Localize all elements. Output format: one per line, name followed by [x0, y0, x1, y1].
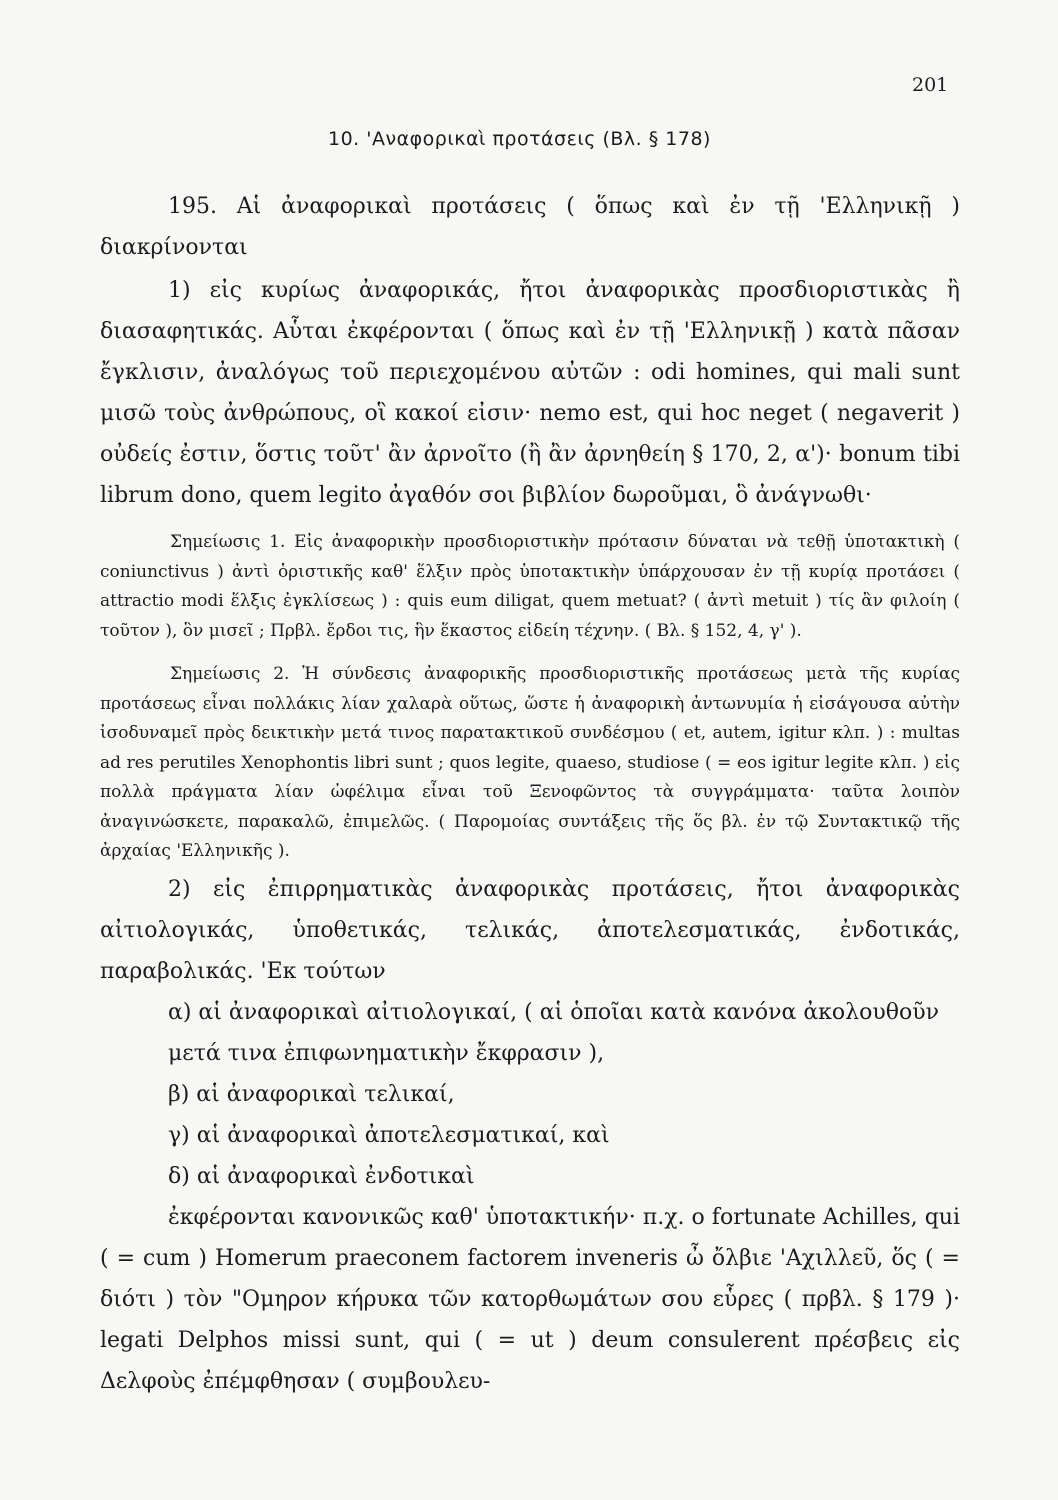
- list-item: α) αἱ ἀναφορικαὶ αἰτιολογικαί, ( αἱ ὁποῖαι κατὰ κανόνα ἀκολουθοῦν μετά τινα ἐπιφωνηματικὴν ἔκφρασιν ),: [168, 999, 939, 1066]
- clause-list: [100, 992, 960, 1197]
- list-item: δ) αἱ ἀναφορικαὶ ἐνδοτικαὶ: [168, 1163, 475, 1189]
- page-number: 201: [912, 74, 949, 96]
- paragraph-2: 2) εἰς ἐπιρρηματικὰς ἀναφορικὰς προτάσεις, ἤτοι ἀναφορικὰς αἰτιολογικάς, ὑποθετικάς, τελικάς, ἀποτελεσματικάς, ἐνδοτικάς, παραβολικάς. 'Εκ τούτων: [100, 876, 960, 984]
- list-item: γ) αἱ ἀναφορικαὶ ἀποτελεσματικαί, καὶ: [168, 1122, 610, 1148]
- note-1: Σημείωσις 1. Εἰς ἀναφορικὴν προσδιοριστικὴν πρότασιν δύναται νὰ τεθῇ ὑποτακτικὴ ( coniunctivus ) ἀντὶ ὁριστικῆς καθ' ἕλξιν πρὸς ὑποτακτικὴν ὑπάρχουσαν ἐν τῇ κυρίᾳ προτάσει ( attractio modi ἕλξις ἐγκλίσεως ) : quis eum diligat, quem metuat? ( ἀντὶ metuit ) τίς ἂν φιλοίη ( τοῦτον ), ὃν μισεῖ ; Πρβλ. ἔρδοι τις, ἣν ἕκαστος εἰδείη τέχνην. ( Βλ. § 152, 4, γ' ).: [100, 532, 960, 641]
- note-2: Σημείωσις 2. Ἡ σύνδεσις ἀναφορικῆς προσδιοριστικῆς προτάσεως μετὰ τῆς κυρίας προτάσεως εἶναι πολλάκις λίαν χαλαρὰ οὕτως, ὥστε ἡ ἀναφορικὴ ἀντωνυμία ἡ εἰσάγουσα αὐτὴν ἰσοδυναμεῖ πρὸς δεικτικὴν μετά τινος παρατακτικοῦ συνδέσμου ( et, autem, igitur κλπ. ) : multas ad res perutiles Xenophontis libri sunt ; quos legite, quaeso, studiose ( = eos igitur legite κλπ. ) εἰς πολλὰ πράγματα λίαν ὠφέλιμα εἶναι τοῦ Ξενοφῶντος τὰ συγγράμματα· ταῦτα λοιπὸν ἀναγινώσκετε, παρακαλῶ, ἐπιμελῶς. ( Παρομοίας συντάξεις τῆς ὅς βλ. ἐν τῷ Συντακτικῷ τῆς ἀρχαίας 'Ελληνικῆς ).: [100, 664, 960, 861]
- paragraph-last: ἐκφέρονται κανονικῶς καθ' ὑποτακτικήν· π.χ. o fortunate Achilles, qui ( = cum ) Homerum praeconem factorem inveneris ὦ ὄλβιε 'Αχιλλεῦ, ὅς ( = διότι ) τὸν "Ομηρον κήρυκα τῶν κατορθωμάτων σου εὗρες ( πρβλ. § 179 )· legati Delphos missi sunt, qui ( = ut ) deum consulerent πρέσβεις εἰς Δελφοὺς ἐπέμφθησαν ( συμβουλευ-: [100, 1204, 960, 1394]
- page-body: [100, 186, 960, 1402]
- paragraph-1: 1) εἰς κυρίως ἀναφορικάς, ἤτοι ἀναφορικὰς προσδιοριστικὰς ἢ διασαφητικάς. Αὗται ἐκφέρονται ( ὅπως καὶ ἐν τῇ 'Ελληνικῇ ) κατὰ πᾶσαν ἔγκλισιν, ἀναλόγως τοῦ περιεχομένου αὐτῶν : odi homines, qui mali sunt μισῶ τοὺς ἀνθρώπους, οἳ κακοί εἰσιν· nemo est, qui hoc neget ( negaverit ) οὐδείς ἐστιν, ὅστις τοῦτ' ἂν ἀρνοῖτο (ἢ ἂν ἀρνηθείη § 170, 2, α')· bonum tibi librum dono, quem legito ἀγαθόν σοι βιβλίον δωροῦμαι, ὃ ἀνάγνωθι·: [100, 278, 960, 508]
- paragraph-195: 195. Αἱ ἀναφορικαὶ προτάσεις ( ὅπως καὶ ἐν τῇ 'Ελληνικῇ ) διακρίνονται: [100, 194, 960, 260]
- list-item: β) αἱ ἀναφορικαὶ τελικαί,: [168, 1081, 455, 1107]
- section-heading: 10. 'Αναφορικαὶ προτάσεις (Βλ. § 178): [328, 128, 711, 150]
